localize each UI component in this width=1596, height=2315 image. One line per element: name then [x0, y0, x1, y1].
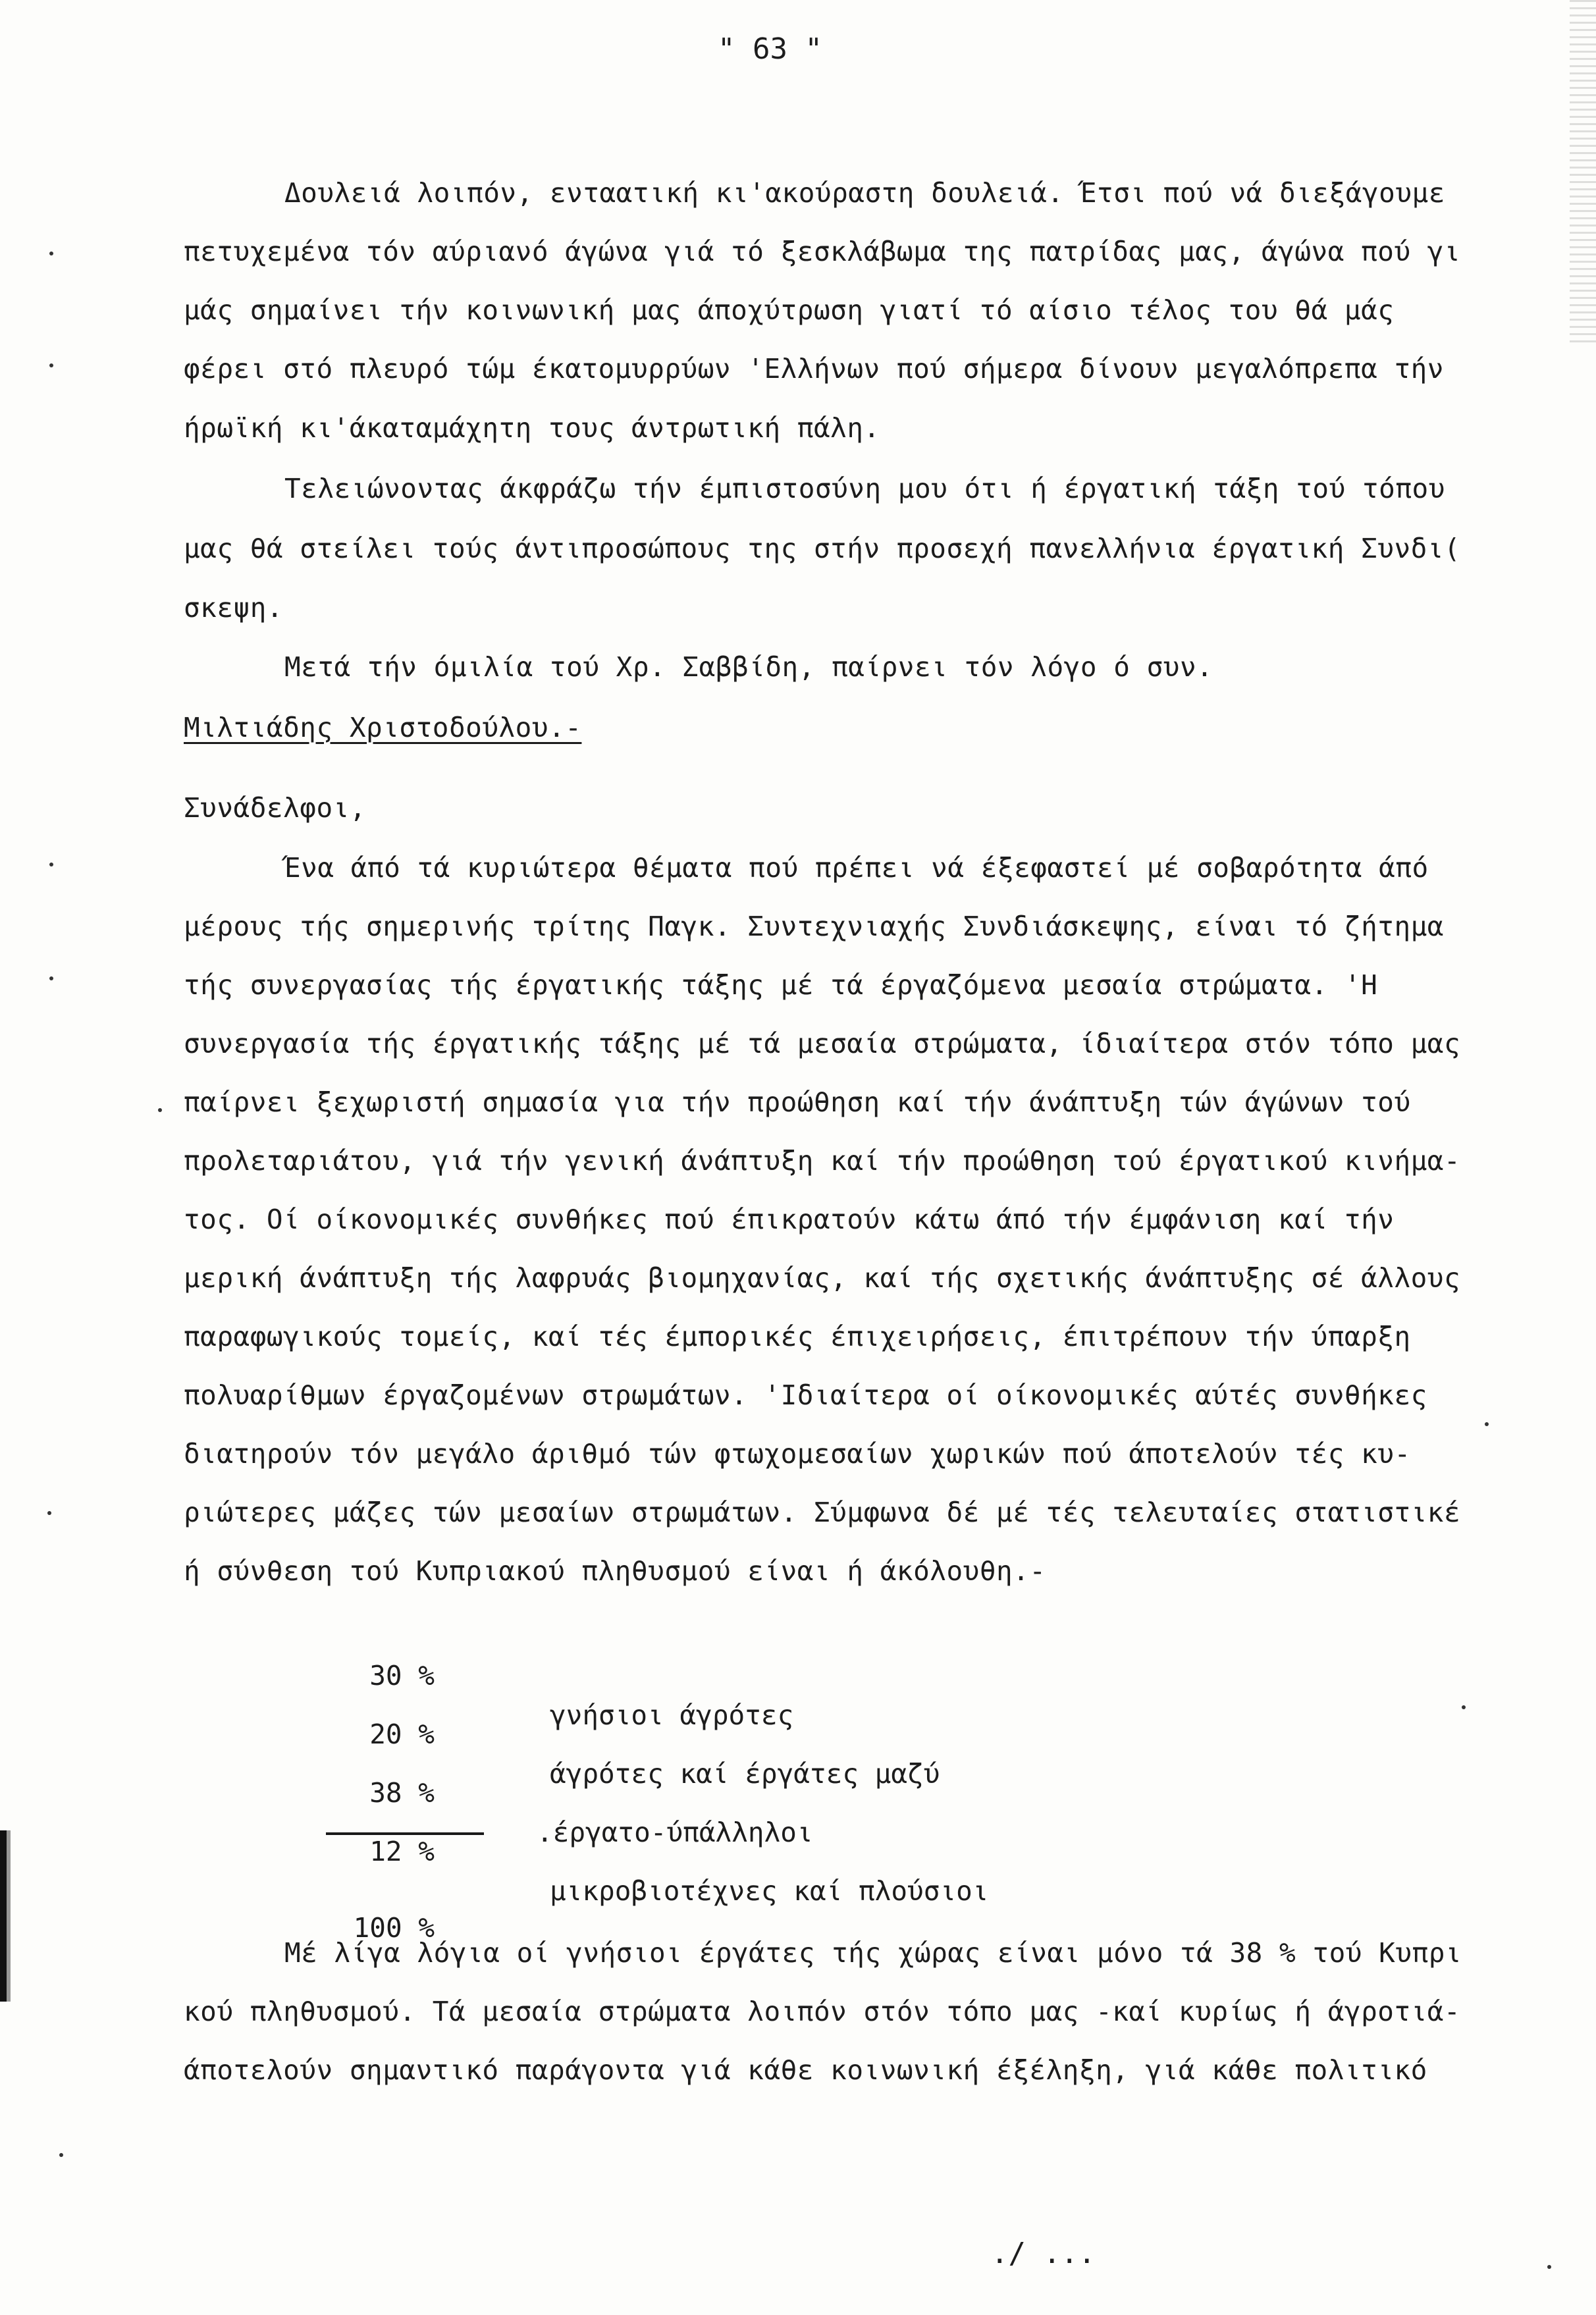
population-percent: 30 %	[369, 1660, 435, 1691]
paragraph-4-line: πολυαρίθμων έργαζομένων στρωμάτων. 'Ιδιαίτερα οί οίκονομικές αύτές συνθήκες	[184, 1379, 1427, 1411]
salutation: Συνάδελφοι,	[184, 792, 367, 824]
scan-speck	[1462, 1705, 1466, 1709]
paragraph-4-line: συνεργασία τής έργατικής τάξης μέ τά μεσαία στρώματα, ίδιαίτερα στόν τόπο μας	[184, 1028, 1461, 1059]
population-group: μικροβιοτέχνες καί πλούσιοι	[550, 1875, 989, 1907]
paragraph-4-line: προλεταριάτου, γιά τήν γενική άνάπτυξη καί τήν προώθηση τού έργατικού κινήμα-	[184, 1145, 1461, 1177]
paragraph-2-line: σκεψη.	[184, 592, 284, 624]
scan-speck	[49, 363, 53, 367]
scan-speck	[1547, 2265, 1551, 2269]
paragraph-2-line: Τελειώνοντας άκφράζω τήν έμπιστοσύνη μου ότι ή έργατική τάξη τού τόπου	[284, 473, 1445, 504]
sum-rule	[326, 1832, 484, 1835]
paragraph-2-line: μας θά στείλει τούς άντιπροσώπους της στήν προσεχή πανελλήνια έργατική Συνδι(	[184, 533, 1461, 564]
page-number: " 63 "	[718, 32, 822, 66]
population-total: 100 %	[353, 1912, 435, 1944]
scan-edge-noise	[1570, 0, 1596, 342]
scan-speck	[1485, 1422, 1489, 1426]
paragraph-4-line: μέρους τής σημερινής τρίτης Παγκ. Συντεχνιαχής Συνδιάσκεψης, είναι τό ζήτημα	[184, 911, 1444, 942]
paragraph-4-line: ριώτερες μάζες τών μεσαίων στρωμάτων. Σύμφωνα δέ μέ τές τελευταίες στατιστικέ	[184, 1497, 1461, 1528]
paragraph-1-line: μάς σημαίνει τήν κοινωνική μας άποχύτρωση γιατί τό αίσιο τέλος του θά μάς	[184, 294, 1395, 326]
paragraph-1-line: πετυχεμένα τόν αύριανό άγώνα γιά τό ξεσκλάβωμα της πατρίδας μας, άγώνα πού γι	[184, 236, 1461, 267]
population-percent: 12 %	[369, 1836, 435, 1867]
paragraph-5-line: Μέ λίγα λόγια οί γνήσιοι έργάτες τής χώρας είναι μόνο τά 38 % τού Κυπρι	[284, 1937, 1462, 1969]
population-percent: 20 %	[369, 1718, 435, 1750]
population-group: άγρότες καί έργάτες μαζύ	[550, 1758, 940, 1790]
paragraph-4-line: ή σύνθεση τού Κυπριακού πληθυσμού είναι ή άκόλουθη.-	[184, 1555, 1046, 1587]
paragraph-1-line: φέρει στό πλευρό τώμ έκατομυρρύων 'Ελλήνων πού σήμερα δίνουν μεγαλόπρεπα τήν	[184, 353, 1444, 385]
continuation-mark: ./ ...	[991, 2237, 1096, 2270]
paragraph-4-line: διατηρούν τόν μεγάλο άριθμό τών φτωχομεσαίων χωρικών πού άποτελούν τές κυ-	[184, 1438, 1411, 1470]
paragraph-4-line: τος. Οί οίκονομικές συνθήκες πού έπικρατούν κάτω άπό τήν έμφάνιση καί τήν	[184, 1204, 1395, 1235]
scan-speck	[49, 863, 53, 866]
scan-speck	[158, 1108, 162, 1112]
paragraph-4-line: μερική άνάπτυξη τής λαφρυάς βιομηχανίας, καί τής σχετικής άνάπτυξης σέ άλλους	[184, 1262, 1461, 1294]
scan-speck	[59, 2153, 63, 2157]
paragraph-1-line: ήρωϊκή κι'άκαταμάχητη τους άντρωτική πάλη.	[184, 412, 880, 444]
scan-speck	[49, 976, 53, 980]
speaker-name: Μιλτιάδης Χριστοδούλου.-	[184, 712, 582, 743]
paragraph-1-line: Δουλειά λοιπόν, ενταατική κι'ακούραστη δουλειά. Έτσι πού νά διεξάγουμε	[284, 177, 1445, 209]
paragraph-4-line: Ένα άπό τά κυριώτερα θέματα πού πρέπει νά έξεφαστεί μέ σοβαρότητα άπό	[284, 852, 1429, 884]
paragraph-4-line: τής συνεργασίας τής έργατικής τάξης μέ τά έργαζόμενα μεσαία στρώματα. 'Η	[184, 969, 1378, 1001]
paragraph-4-line: παίρνει ξεχωριστή σημασία για τήν προώθηση καί τήν άνάπτυξη τών άγώνων τού	[184, 1086, 1411, 1118]
scan-speck	[49, 252, 53, 255]
paragraph-5-line: κού πληθυσμού. Τά μεσαία στρώματα λοιπόν στόν τόπο μας -καί κυρίως ή άγροτιά-	[184, 1996, 1461, 2027]
population-percent: 38 %	[369, 1777, 435, 1809]
paragraph-4-line: παραφωγικούς τομείς, καί τές έμπορικές έπιχειρήσεις, έπιτρέπουν τήν ύπαρξη	[184, 1321, 1411, 1352]
population-group: .έργατο-ύπάλληλοι	[537, 1817, 813, 1848]
paragraph-3-line: Μετά τήν όμιλία τού Χρ. Σαββίδη, παίρνει τόν λόγο ό συν.	[284, 651, 1213, 683]
population-group: γνήσιοι άγρότες	[550, 1699, 794, 1731]
scan-speck	[47, 1511, 51, 1515]
paragraph-5-line: άποτελούν σημαντικό παράγοντα γιά κάθε κοινωνική έξέληξη, γιά κάθε πολιτικό	[184, 2054, 1427, 2086]
